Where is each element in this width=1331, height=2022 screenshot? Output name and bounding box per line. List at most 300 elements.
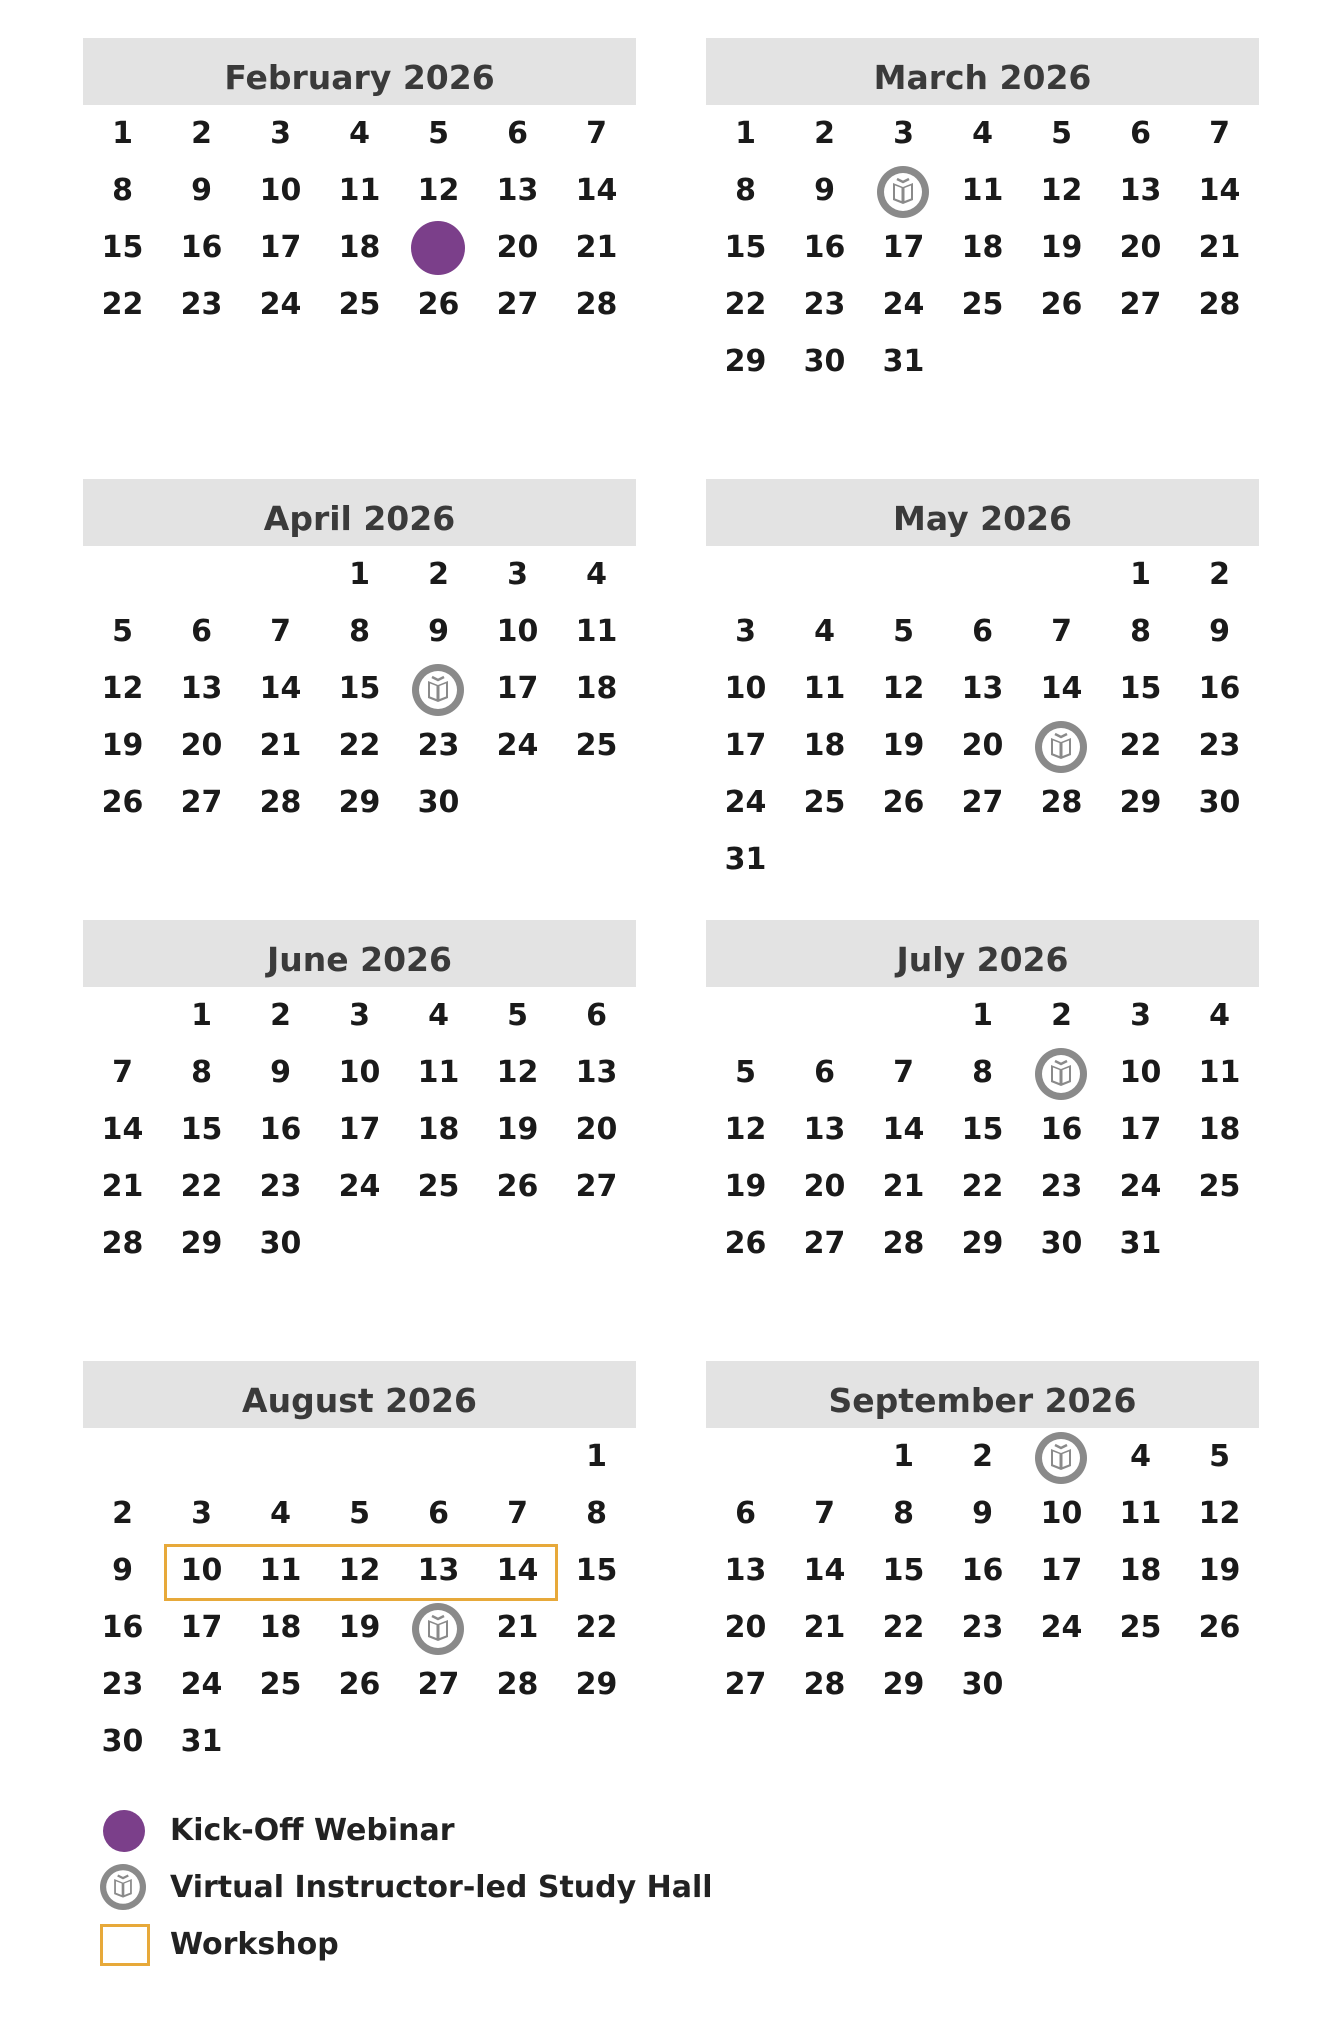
day-cell xyxy=(943,1044,1022,1101)
day-cell xyxy=(241,276,320,333)
day-cell xyxy=(943,1542,1022,1599)
day-number: 6 xyxy=(735,1496,756,1531)
day-cell xyxy=(706,774,785,831)
day-number: 27 xyxy=(575,1169,618,1204)
day-number: 6 xyxy=(191,614,212,649)
day-cell xyxy=(557,162,636,219)
day-number: 19 xyxy=(496,1112,539,1147)
day-cell xyxy=(557,987,636,1044)
day-number: 4 xyxy=(972,116,993,151)
day-cell xyxy=(478,660,557,717)
day-number: 17 xyxy=(1119,1112,1162,1147)
day-cell xyxy=(706,105,785,162)
day-cell xyxy=(943,1215,1022,1272)
day-number: 21 xyxy=(882,1169,925,1204)
day-cell xyxy=(478,717,557,774)
day-number: 23 xyxy=(1040,1169,1083,1204)
day-number: 6 xyxy=(972,614,993,649)
day-number: 11 xyxy=(961,173,1004,208)
day-number: 2 xyxy=(1051,998,1072,1033)
empty-cell xyxy=(399,1428,478,1485)
day-cell xyxy=(241,717,320,774)
day-cell xyxy=(399,546,478,603)
day-number: 27 xyxy=(724,1667,767,1702)
day-number: 3 xyxy=(349,998,370,1033)
day-cell xyxy=(1022,987,1101,1044)
day-cell xyxy=(1022,162,1101,219)
day-cell xyxy=(1022,660,1101,717)
filled-circle-icon xyxy=(100,1807,148,1855)
day-cell xyxy=(399,1656,478,1713)
day-number: 9 xyxy=(428,614,449,649)
day-cell xyxy=(706,831,785,888)
day-number: 4 xyxy=(586,557,607,592)
day-cell xyxy=(162,1485,241,1542)
day-number: 24 xyxy=(1040,1610,1083,1645)
day-cell xyxy=(1022,276,1101,333)
day-cell xyxy=(83,1599,162,1656)
open-book-icon xyxy=(1035,1432,1087,1484)
day-number: 18 xyxy=(417,1112,460,1147)
day-number: 24 xyxy=(338,1169,381,1204)
legend-item-webinar xyxy=(100,1802,713,1859)
day-cell xyxy=(320,1599,399,1656)
day-cell xyxy=(478,1044,557,1101)
day-cell xyxy=(1180,774,1259,831)
legend xyxy=(100,1802,713,1973)
day-number: 18 xyxy=(575,671,618,706)
day-cell xyxy=(162,1599,241,1656)
day-number: 1 xyxy=(972,998,993,1033)
day-number: 5 xyxy=(893,614,914,649)
day-cell xyxy=(943,1158,1022,1215)
day-cell xyxy=(320,603,399,660)
day-number: 12 xyxy=(101,671,144,706)
day-number: 10 xyxy=(496,614,539,649)
day-number: 3 xyxy=(191,1496,212,1531)
day-cell xyxy=(864,1485,943,1542)
day-cell xyxy=(1101,1599,1180,1656)
day-number: 1 xyxy=(191,998,212,1033)
day-cell xyxy=(785,1101,864,1158)
day-number: 23 xyxy=(961,1610,1004,1645)
day-number: 26 xyxy=(724,1226,767,1261)
day-number: 10 xyxy=(259,173,302,208)
day-number: 8 xyxy=(349,614,370,649)
open-book-icon xyxy=(100,1864,148,1912)
day-number: 28 xyxy=(803,1667,846,1702)
day-number: 24 xyxy=(882,287,925,322)
day-cell xyxy=(1022,1542,1101,1599)
day-number: 11 xyxy=(417,1055,460,1090)
day-number: 21 xyxy=(101,1169,144,1204)
day-cell xyxy=(162,1044,241,1101)
day-cell xyxy=(864,774,943,831)
day-number: 26 xyxy=(496,1169,539,1204)
legend-item-studyhall xyxy=(100,1859,713,1916)
day-number: 17 xyxy=(496,671,539,706)
day-number: 3 xyxy=(1130,998,1151,1033)
day-cell xyxy=(1180,1542,1259,1599)
day-cell xyxy=(943,162,1022,219)
day-number: 14 xyxy=(1198,173,1241,208)
day-cell xyxy=(83,660,162,717)
day-number: 26 xyxy=(882,785,925,820)
day-cell xyxy=(1101,717,1180,774)
day-cell xyxy=(1101,162,1180,219)
open-book-icon xyxy=(412,664,464,716)
day-number: 17 xyxy=(180,1610,223,1645)
day-number: 3 xyxy=(507,557,528,592)
day-cell xyxy=(557,660,636,717)
day-number: 18 xyxy=(1198,1112,1241,1147)
day-cell xyxy=(241,219,320,276)
day-cell xyxy=(478,603,557,660)
day-cell xyxy=(706,1158,785,1215)
day-number: 13 xyxy=(1119,173,1162,208)
day-number: 15 xyxy=(338,671,381,706)
day-number: 30 xyxy=(803,344,846,379)
day-grid xyxy=(706,546,1259,888)
day-number: 6 xyxy=(507,116,528,151)
day-cell xyxy=(478,1485,557,1542)
day-number: 21 xyxy=(496,1610,539,1645)
day-grid xyxy=(706,987,1259,1272)
day-number: 11 xyxy=(1198,1055,1241,1090)
day-cell xyxy=(943,1656,1022,1713)
day-cell xyxy=(785,717,864,774)
day-cell xyxy=(83,1542,162,1599)
day-number: 1 xyxy=(349,557,370,592)
day-number: 31 xyxy=(1119,1226,1162,1261)
day-number: 12 xyxy=(1040,173,1083,208)
day-number: 29 xyxy=(1119,785,1162,820)
day-number: 8 xyxy=(112,173,133,208)
day-number: 30 xyxy=(259,1226,302,1261)
day-number: 24 xyxy=(496,728,539,763)
day-number: 6 xyxy=(814,1055,835,1090)
day-number: 28 xyxy=(882,1226,925,1261)
day-number: 6 xyxy=(1130,116,1151,151)
day-cell xyxy=(785,603,864,660)
day-number: 15 xyxy=(724,230,767,265)
day-cell xyxy=(241,1485,320,1542)
day-number: 29 xyxy=(961,1226,1004,1261)
day-number: 25 xyxy=(803,785,846,820)
day-number: 3 xyxy=(735,614,756,649)
month-title: July 2026 xyxy=(706,920,1259,987)
day-number: 9 xyxy=(112,1553,133,1588)
day-number: 12 xyxy=(417,173,460,208)
day-cell xyxy=(1180,603,1259,660)
day-number: 26 xyxy=(417,287,460,322)
day-cell xyxy=(557,1044,636,1101)
day-cell xyxy=(557,219,636,276)
day-cell xyxy=(320,774,399,831)
empty-cell xyxy=(241,1428,320,1485)
day-cell xyxy=(864,1428,943,1485)
day-cell xyxy=(320,1101,399,1158)
day-cell xyxy=(478,987,557,1044)
day-cell xyxy=(943,276,1022,333)
day-number: 15 xyxy=(575,1553,618,1588)
day-number: 25 xyxy=(1198,1169,1241,1204)
day-number: 13 xyxy=(961,671,1004,706)
day-cell xyxy=(162,1101,241,1158)
empty-cell xyxy=(83,1428,162,1485)
day-cell xyxy=(399,105,478,162)
day-cell xyxy=(162,1158,241,1215)
day-number: 10 xyxy=(1040,1496,1083,1531)
day-cell xyxy=(241,987,320,1044)
webinar-marker xyxy=(411,221,465,275)
day-cell xyxy=(943,1599,1022,1656)
day-cell xyxy=(943,774,1022,831)
day-cell xyxy=(83,276,162,333)
day-number: 24 xyxy=(259,287,302,322)
day-cell xyxy=(864,1215,943,1272)
day-number: 11 xyxy=(575,614,618,649)
day-cell xyxy=(706,1215,785,1272)
day-number: 13 xyxy=(417,1553,460,1588)
day-number: 11 xyxy=(803,671,846,706)
day-cell xyxy=(399,276,478,333)
day-number: 14 xyxy=(882,1112,925,1147)
day-number: 13 xyxy=(180,671,223,706)
day-cell xyxy=(864,1158,943,1215)
day-cell xyxy=(785,1215,864,1272)
day-cell xyxy=(864,1542,943,1599)
day-cell xyxy=(864,333,943,390)
day-cell xyxy=(706,1656,785,1713)
day-cell xyxy=(1022,603,1101,660)
day-number: 20 xyxy=(575,1112,618,1147)
day-number: 29 xyxy=(180,1226,223,1261)
day-cell xyxy=(1180,1044,1259,1101)
day-cell xyxy=(943,1428,1022,1485)
day-cell xyxy=(1101,603,1180,660)
day-number: 24 xyxy=(724,785,767,820)
legend-label: Virtual Instructor-led Study Hall xyxy=(170,1870,713,1905)
day-number: 4 xyxy=(428,998,449,1033)
day-cell xyxy=(320,162,399,219)
day-number: 7 xyxy=(893,1055,914,1090)
day-number: 10 xyxy=(180,1553,223,1588)
month-calendar xyxy=(83,38,636,333)
open-book-icon xyxy=(877,166,929,218)
day-number: 23 xyxy=(803,287,846,322)
day-number: 20 xyxy=(803,1169,846,1204)
day-number: 18 xyxy=(961,230,1004,265)
day-cell xyxy=(1022,1599,1101,1656)
day-cell xyxy=(557,1428,636,1485)
day-number: 18 xyxy=(259,1610,302,1645)
day-grid xyxy=(83,987,636,1272)
day-number: 31 xyxy=(724,842,767,877)
day-cell xyxy=(320,987,399,1044)
day-number: 2 xyxy=(191,116,212,151)
day-cell xyxy=(785,1656,864,1713)
day-number: 12 xyxy=(338,1553,381,1588)
day-cell xyxy=(706,1599,785,1656)
day-number: 17 xyxy=(259,230,302,265)
day-number: 28 xyxy=(496,1667,539,1702)
day-number: 17 xyxy=(338,1112,381,1147)
day-cell-studyhall xyxy=(399,1599,478,1656)
day-number: 8 xyxy=(586,1496,607,1531)
day-cell xyxy=(83,1485,162,1542)
day-number: 12 xyxy=(496,1055,539,1090)
day-number: 29 xyxy=(882,1667,925,1702)
day-number: 22 xyxy=(338,728,381,763)
day-number: 1 xyxy=(1130,557,1151,592)
day-cell xyxy=(706,333,785,390)
day-cell xyxy=(320,276,399,333)
outlined-square-icon xyxy=(100,1921,148,1969)
day-number: 25 xyxy=(575,728,618,763)
day-number: 30 xyxy=(961,1667,1004,1702)
day-cell xyxy=(241,603,320,660)
day-cell xyxy=(83,105,162,162)
day-cell xyxy=(785,219,864,276)
day-number: 22 xyxy=(1119,728,1162,763)
month-calendar xyxy=(706,479,1259,888)
day-cell xyxy=(399,603,478,660)
day-cell xyxy=(320,1485,399,1542)
day-cell xyxy=(241,1044,320,1101)
day-number: 13 xyxy=(575,1055,618,1090)
month-title: March 2026 xyxy=(706,38,1259,105)
day-number: 23 xyxy=(259,1169,302,1204)
day-cell xyxy=(1101,1542,1180,1599)
day-number: 7 xyxy=(814,1496,835,1531)
empty-cell xyxy=(864,987,943,1044)
empty-cell xyxy=(162,546,241,603)
day-number: 9 xyxy=(814,173,835,208)
day-cell xyxy=(943,987,1022,1044)
day-number: 22 xyxy=(575,1610,618,1645)
day-number: 27 xyxy=(1119,287,1162,322)
day-cell xyxy=(557,1158,636,1215)
day-cell xyxy=(864,105,943,162)
day-cell xyxy=(1180,717,1259,774)
empty-cell xyxy=(83,987,162,1044)
day-cell xyxy=(241,1599,320,1656)
day-number: 2 xyxy=(428,557,449,592)
day-number: 13 xyxy=(724,1553,767,1588)
day-number: 16 xyxy=(101,1610,144,1645)
day-number: 28 xyxy=(259,785,302,820)
day-grid xyxy=(83,1428,636,1770)
day-number: 23 xyxy=(101,1667,144,1702)
day-number: 4 xyxy=(270,1496,291,1531)
day-number: 25 xyxy=(961,287,1004,322)
empty-cell xyxy=(943,546,1022,603)
day-cell xyxy=(864,1044,943,1101)
day-cell xyxy=(83,1158,162,1215)
day-number: 3 xyxy=(893,116,914,151)
day-number: 6 xyxy=(586,998,607,1033)
day-cell xyxy=(83,603,162,660)
day-cell xyxy=(1180,546,1259,603)
day-cell xyxy=(399,1101,478,1158)
day-cell xyxy=(478,1599,557,1656)
day-number: 22 xyxy=(724,287,767,322)
day-number: 7 xyxy=(1051,614,1072,649)
month-title: May 2026 xyxy=(706,479,1259,546)
day-cell xyxy=(1022,1215,1101,1272)
day-cell xyxy=(785,774,864,831)
day-number: 15 xyxy=(1119,671,1162,706)
day-cell xyxy=(557,105,636,162)
day-cell xyxy=(320,219,399,276)
day-number: 8 xyxy=(972,1055,993,1090)
day-cell xyxy=(785,1485,864,1542)
day-cell xyxy=(478,219,557,276)
day-number: 14 xyxy=(259,671,302,706)
day-cell xyxy=(1101,987,1180,1044)
day-number: 27 xyxy=(417,1667,460,1702)
day-cell xyxy=(785,276,864,333)
day-number: 5 xyxy=(349,1496,370,1531)
day-cell xyxy=(557,276,636,333)
day-cell xyxy=(864,1101,943,1158)
day-number: 7 xyxy=(586,116,607,151)
day-cell xyxy=(83,1656,162,1713)
day-cell xyxy=(864,276,943,333)
day-number: 22 xyxy=(180,1169,223,1204)
day-cell xyxy=(320,660,399,717)
empty-cell xyxy=(162,1428,241,1485)
day-cell xyxy=(1101,546,1180,603)
day-number: 23 xyxy=(180,287,223,322)
day-cell xyxy=(320,105,399,162)
day-number: 27 xyxy=(961,785,1004,820)
day-number: 21 xyxy=(575,230,618,265)
day-cell xyxy=(1022,774,1101,831)
day-cell xyxy=(943,1101,1022,1158)
day-cell xyxy=(478,276,557,333)
day-number: 17 xyxy=(882,230,925,265)
day-number: 22 xyxy=(882,1610,925,1645)
day-number: 9 xyxy=(191,173,212,208)
day-cell xyxy=(478,105,557,162)
day-number: 27 xyxy=(496,287,539,322)
day-cell xyxy=(864,603,943,660)
day-cell xyxy=(399,1044,478,1101)
month-calendar xyxy=(83,1361,636,1770)
month-title: June 2026 xyxy=(83,920,636,987)
day-cell xyxy=(1101,774,1180,831)
day-cell xyxy=(241,162,320,219)
day-number: 25 xyxy=(259,1667,302,1702)
day-number: 28 xyxy=(1198,287,1241,322)
empty-cell xyxy=(706,987,785,1044)
day-cell xyxy=(1101,1215,1180,1272)
day-cell xyxy=(83,1101,162,1158)
day-number: 30 xyxy=(1198,785,1241,820)
day-number: 27 xyxy=(180,785,223,820)
day-cell xyxy=(1180,1599,1259,1656)
day-cell xyxy=(1180,660,1259,717)
day-cell xyxy=(399,1485,478,1542)
day-cell xyxy=(399,717,478,774)
empty-cell xyxy=(785,987,864,1044)
day-number: 24 xyxy=(180,1667,223,1702)
day-cell xyxy=(706,603,785,660)
day-cell xyxy=(1101,1101,1180,1158)
day-number: 1 xyxy=(893,1439,914,1474)
